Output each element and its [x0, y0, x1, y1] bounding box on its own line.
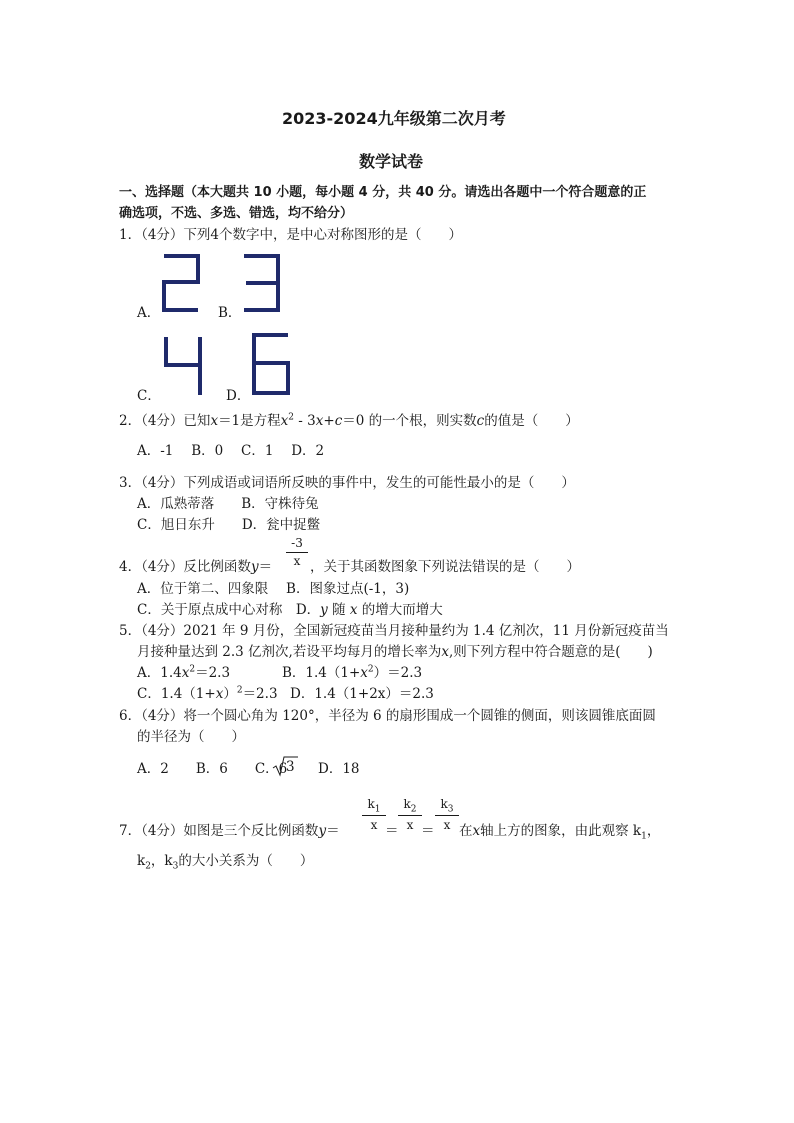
question-5-line1: 5．（4分）2021 年 9 月份，全国新冠疫苗当月接种量约为 1.4 亿剂次，11 月份新冠疫苗当: [119, 623, 669, 639]
q7-k3-numerator: $k_3$: [440, 797, 454, 815]
question-1-stem: 1．（4分）下列4个数字中，是中心对称图形的是（ ）: [119, 227, 463, 243]
question-7-line2: $k_2$，$k_3$的大小关系为（ ）: [137, 853, 314, 872]
question-5-option-a: A．$1.4x^2=2.3$: [137, 664, 231, 681]
q1-option-d-label: D．: [226, 388, 251, 404]
q1-option-c-label: C．: [137, 388, 161, 404]
question-7-stem-left: 7．（4分）如图是三个反比例函数y＝: [119, 823, 340, 839]
question-4-stem-left: 4．（4分）反比例函数y＝: [119, 559, 273, 575]
question-6-option-d: D．18: [318, 761, 360, 777]
question-4-options-ab: A．位于第二、四象限 B．图象过点(-1，3): [137, 581, 410, 597]
question-4-stem-right: ，关于其函数图象下列说法错误的是（ ）: [310, 559, 580, 575]
question-5-option-d: D．1.4（1+2x）＝2.3: [290, 686, 434, 702]
digit-4-icon: [162, 333, 206, 399]
q7-k3-denominator: x: [443, 818, 451, 832]
q7-equals-1: ＝: [385, 823, 399, 839]
q7-k3-bar: [435, 815, 459, 816]
question-6-options-abc: A．2 B．6 C．6: [137, 761, 288, 777]
exam-title: 2023-2024九年级第二次月考: [282, 109, 506, 128]
digit-6-icon: [250, 331, 292, 397]
q1-option-a-label: A．: [137, 305, 161, 321]
q7-k2-numerator: $k_2$: [403, 797, 417, 815]
question-2-stem: 2．（4分）已知x＝1是方程$x^2 - 3x+c=0$ 的一个根，则实数c的值是（ ）: [119, 412, 579, 429]
sqrt-radicand: 3: [286, 759, 295, 775]
q4-fraction-bar: [286, 552, 308, 553]
question-3-options-cd: C．旭日东升 D．瓮中捉鳖: [137, 517, 321, 533]
question-2-options: A．-1 B．0 C．1 D．2: [137, 443, 325, 459]
q7-k2-denominator: x: [406, 818, 414, 832]
question-6-line2: 的半径为（ ）: [137, 729, 245, 745]
digit-3-icon: [240, 252, 282, 314]
question-5-line2: 月接种量达到 2.3 亿剂次,若设平均每月的增长率为x,则下列方程中符合题意的是( ): [137, 644, 653, 660]
q7-equals-2: ＝: [421, 823, 435, 839]
question-7-stem-right: 在x轴上方的图象，由此观察 $k_1$，: [459, 823, 661, 842]
question-5-option-b: B．$1.4(1+x^2)=2.3$: [282, 664, 423, 681]
question-5-option-c: C．$1.4(1+x)^2=2.3$: [137, 685, 278, 702]
q7-k1-denominator: x: [370, 818, 378, 832]
digit-2-icon: [160, 252, 202, 314]
section-header-line2: 确选项，不选、多选、错选，均不给分）: [119, 206, 354, 221]
question-3-options-ab: A．瓜熟蒂落 B．守株待兔: [137, 496, 319, 512]
q7-k2-bar: [398, 815, 422, 816]
q4-fraction-denominator: x: [293, 554, 301, 568]
section-header-line1: 一、选择题（本大题共 10 小题，每小题 4 分，共 40 分。请选出各题中一个符合题意的正: [119, 185, 647, 200]
q4-fraction-numerator: -3: [291, 536, 303, 550]
q7-k1-numerator: $k_1$: [367, 797, 381, 815]
question-4-options-cd: C．关于原点成中心对称 D．y 随 x 的增大而增大: [137, 602, 443, 618]
q1-option-b-label: B．: [218, 305, 242, 321]
question-3-stem: 3．（4分）下列成语或词语所反映的事件中，发生的可能性最小的是（ ）: [119, 475, 575, 491]
exam-subtitle: 数学试卷: [359, 152, 424, 171]
q7-k1-bar: [362, 815, 386, 816]
question-6-line1: 6．（4分）将一个圆心角为 120°，半径为 6 的扇形围成一个圆锥的侧面，则该圆锥底面圆: [119, 708, 656, 724]
